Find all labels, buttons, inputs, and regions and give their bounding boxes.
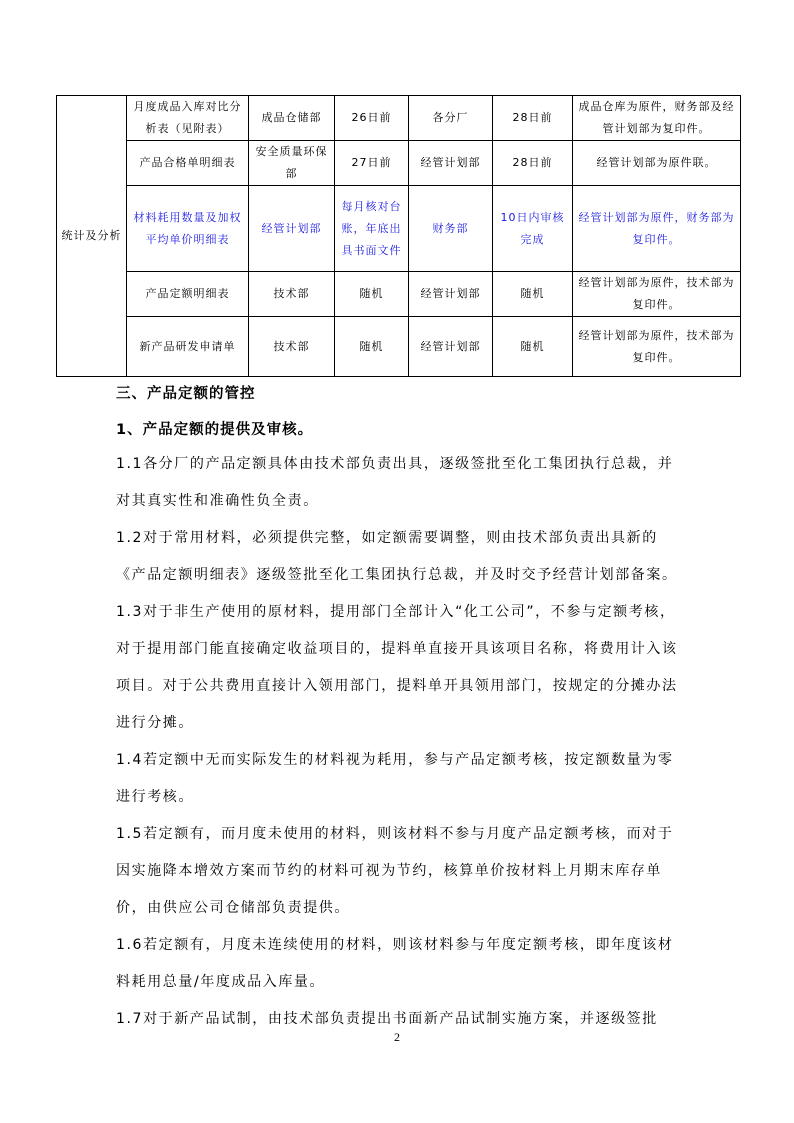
provide-time-cell: 27日前 (335, 141, 409, 186)
category-cell: 统计及分析 (57, 96, 127, 377)
paragraph-1-3: 1.3对于非生产使用的原材料，提用部门全部计入“化工公司”，不参与定额考核，对于提用部门能直接确定收益项目的，提料单直接开具该项目名称，将费用计入该项目。对于公共费用直接计入领用部门，提料单开具领用部门，按规定的分摊办法进行分摊。 (116, 604, 678, 731)
review-time-cell: 28日前 (493, 141, 573, 186)
review-time-cell: 随机 (493, 317, 573, 377)
paragraph-1-5: 1.5若定额有，而月度未使用的材料，则该材料不参与月度产品定额考核，而对于因实施降本增效方案而节约的材料可视为节约，核算单价按材料上月期末库存单价，由供应公司仓储部负责提供。 (116, 826, 674, 916)
provider-cell: 技术部 (249, 272, 335, 317)
table-row (57, 141, 741, 186)
provider-cell: 技术部 (249, 317, 335, 377)
paragraph-1-7: 1.7对于新产品试制，由技术部负责提出书面新产品试制实施方案，并逐级签批 (116, 1011, 658, 1027)
remark-cell: 经管计划部为原件，技术部为复印件。 (573, 317, 741, 377)
remark-cell: 成品仓库为原件，财务部及经管计划部为复印件。 (573, 96, 741, 141)
review-time-cell: 随机 (493, 272, 573, 317)
paragraph-1-1: 1.1各分厂的产品定额具体由技术部负责出具，逐级签批至化工集团执行总裁，并对其真实性和准确性负全责。 (116, 456, 674, 509)
table-row (57, 317, 741, 377)
section-title: 三、产品定额的管控 (116, 386, 256, 402)
report-name-cell: 材料耗用数量及加权平均单价明细表 (127, 186, 249, 272)
review-time-cell: 28日前 (493, 96, 573, 141)
provider-cell: 成品仓储部 (249, 96, 335, 141)
receiver-cell: 各分厂 (409, 96, 493, 141)
statistics-table (56, 95, 741, 377)
provide-time-cell: 随机 (335, 272, 409, 317)
remark-cell: 经管计划部为原件联。 (573, 141, 741, 186)
report-name-cell: 产品合格单明细表 (127, 141, 249, 186)
provide-time-cell: 每月核对台账，年底出具书面文件 (335, 186, 409, 272)
report-name-cell: 新产品研发申请单 (127, 317, 249, 377)
subsection-title: 1、产品定额的提供及审核。 (116, 422, 314, 438)
paragraph-1-2: 1.2对于常用材料，必须提供完整，如定额需要调整，则由技术部负责出具新的《产品定额明细表》逐级签批至化工集团执行总裁，并及时交予经营计划部备案。 (116, 530, 678, 583)
provide-time-cell: 26日前 (335, 96, 409, 141)
receiver-cell: 经管计划部 (409, 141, 493, 186)
remark-cell: 经管计划部为原件，技术部为复印件。 (573, 272, 741, 317)
page-number: 2 (394, 1030, 400, 1044)
paragraph-1-4: 1.4若定额中无而实际发生的材料视为耗用，参与产品定额考核，按定额数量为零进行考核。 (116, 752, 674, 805)
remark-cell: 经管计划部为原件，财务部为复印件。 (573, 186, 741, 272)
provider-cell: 经管计划部 (249, 186, 335, 272)
provide-time-cell: 随机 (335, 317, 409, 377)
receiver-cell: 经管计划部 (409, 317, 493, 377)
report-name-cell: 产品定额明细表 (127, 272, 249, 317)
report-name-cell: 月度成品入库对比分析表（见附表） (127, 96, 249, 141)
paragraph-1-6: 1.6若定额有，月度未连续使用的材料，则该材料参与年度定额考核，即年度该材料耗用总量/年度成品入库量。 (116, 937, 674, 990)
receiver-cell: 财务部 (409, 186, 493, 272)
provider-cell: 安全质量环保部 (249, 141, 335, 186)
table-row (57, 96, 741, 141)
review-time-cell: 10日内审核完成 (493, 186, 573, 272)
table-row (57, 272, 741, 317)
receiver-cell: 经管计划部 (409, 272, 493, 317)
table-row (57, 186, 741, 272)
